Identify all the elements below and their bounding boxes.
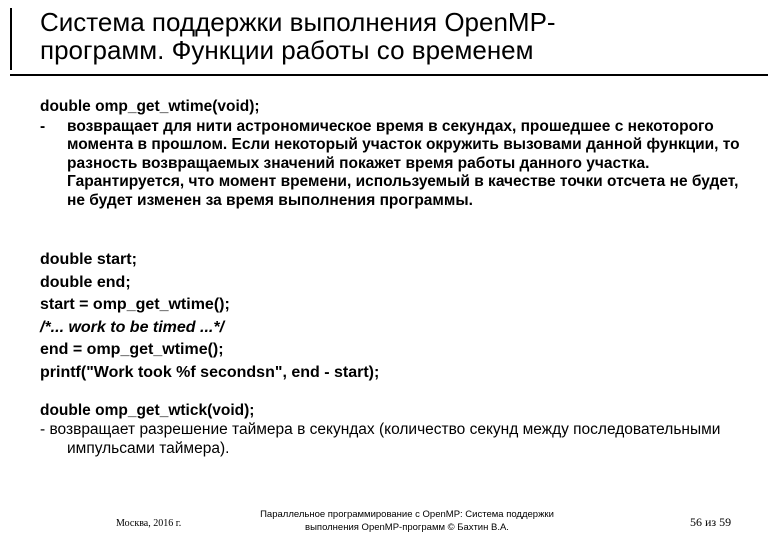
code-line: double end; <box>40 273 131 291</box>
footer-course-line-2: выполнения OpenMP-программ © Бахтин В.А. <box>305 522 509 533</box>
code-line: start = omp_get_wtime(); <box>40 296 230 313</box>
title-line-2: программ. Функции работы со временем <box>40 35 534 65</box>
footer-course-line-1: Параллельное программирование с OpenMP: Система поддержки <box>260 509 554 520</box>
code-comment-line: /*... work to be timed ...*/ <box>40 318 225 336</box>
wtick-section <box>40 401 740 458</box>
bullet-dash: - <box>40 117 46 135</box>
title-line-1: Система поддержки выполнения OpenMP- <box>40 7 556 37</box>
title-divider <box>10 74 768 76</box>
page-number: 56 из 59 <box>690 515 732 529</box>
code-line: end = omp_get_wtime(); <box>40 341 224 358</box>
footer-location-date: Москва, 2016 г. <box>116 518 182 529</box>
code-line: double start; <box>40 251 137 268</box>
wtime-section <box>40 98 740 210</box>
code-line: printf("Work took %f secondsn", end - start); <box>40 363 380 381</box>
slide-title <box>10 8 650 70</box>
wtime-description: возвращает для нити астрономическое время в секундах, прошедшее с некоторого момента в прошлом. Если некоторый участок окружить вызовами данной функции, то разность возвращаемых значений покажет время работы данного участка. Гарантируется, что момент времени, используемый в качестве точки отсчета не будет, не будет изменен за время выполнения программы. <box>67 117 740 209</box>
wtime-description-item <box>40 118 740 211</box>
wtick-description: - возвращает разрешение таймера в секундах (количество секунд между последовательными импульсами таймера). <box>40 421 721 457</box>
wtime-signature: double omp_get_wtime(void); <box>40 98 260 115</box>
code-example <box>40 249 379 384</box>
wtick-signature: double omp_get_wtick(void); <box>40 402 255 419</box>
footer-course-info <box>232 508 582 534</box>
